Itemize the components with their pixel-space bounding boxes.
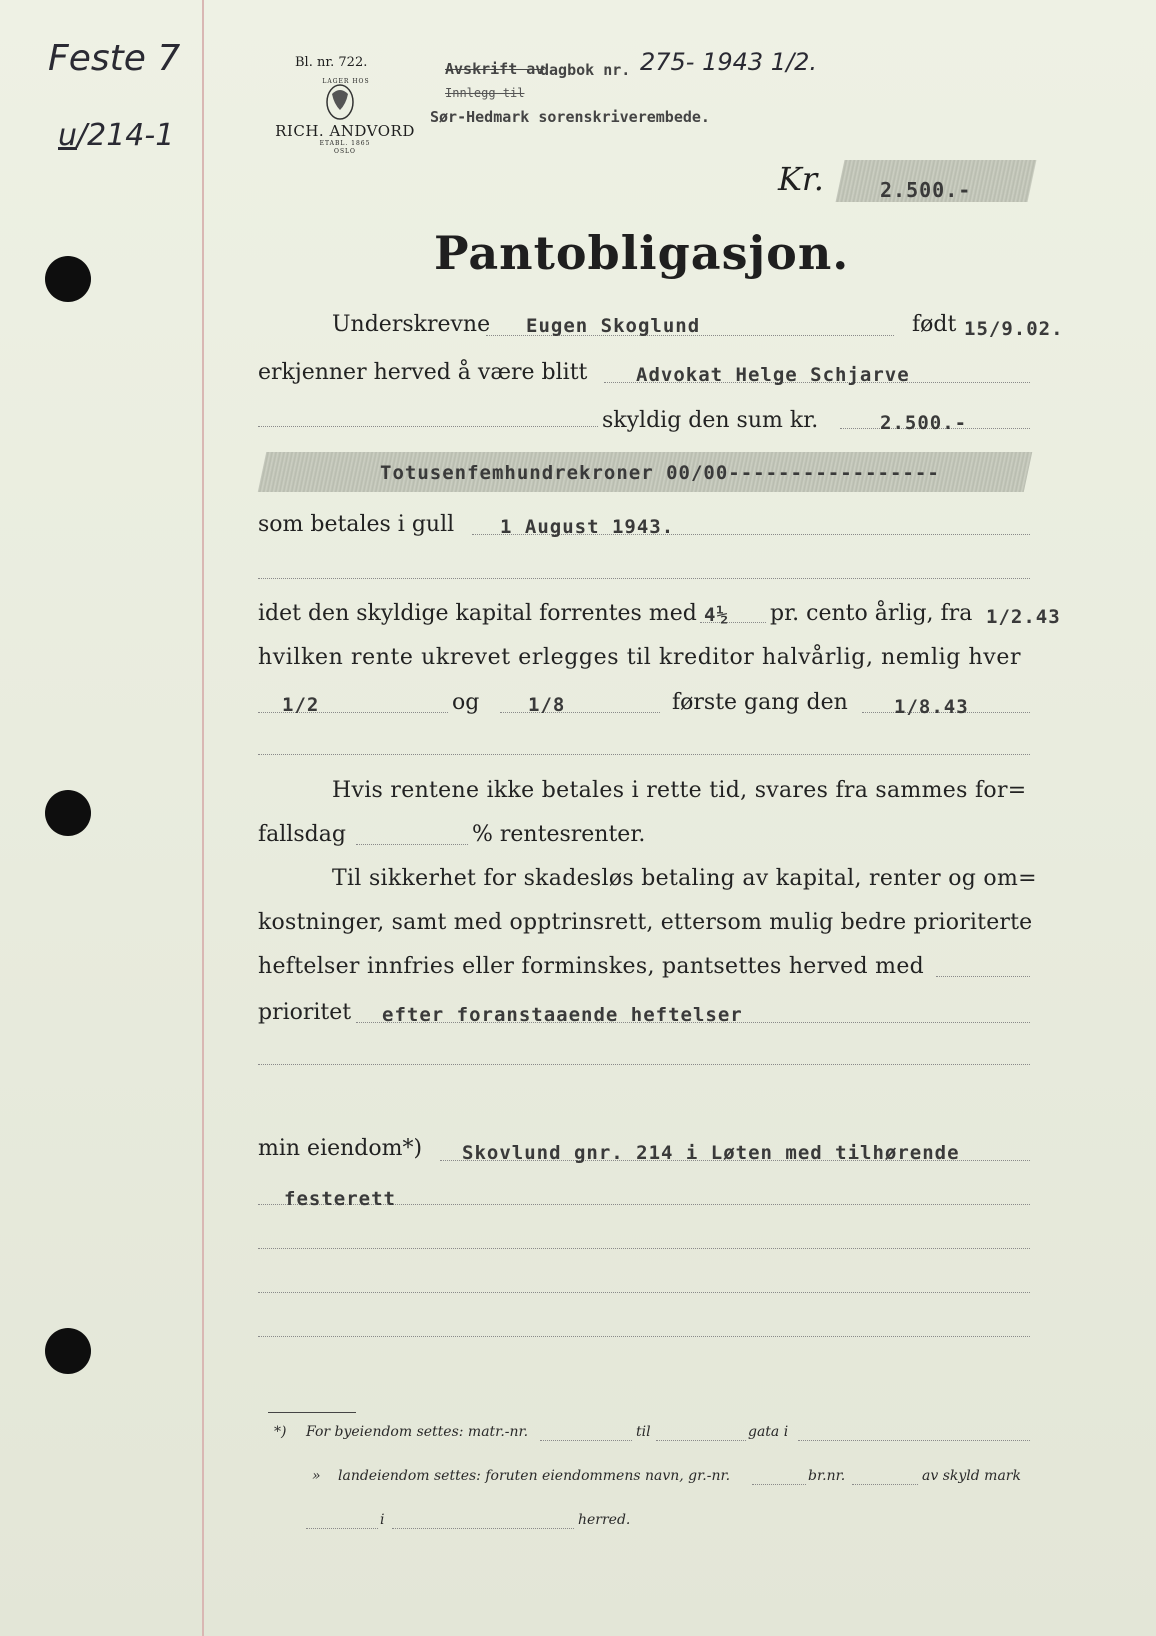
amount-value: 2.500.- (880, 178, 972, 202)
late-interest-line2b: % rentesrenter. (472, 822, 646, 847)
blank-line (258, 1248, 1030, 1249)
priority-label: prioritet (258, 1000, 352, 1025)
security-line1: Til sikkerhet for skadesløs betaling av kapital, renter og om= (332, 866, 1037, 891)
owe-value: 2.500.- (880, 412, 968, 434)
publisher-established: ETABL. 1865 (319, 140, 371, 147)
half-yearly-text: hvilken rente ukrevet erlegges til kreditor halvårlig, nemlig hver (258, 645, 1022, 670)
footnote-blank (656, 1440, 746, 1441)
property-label: min eiendom*) (258, 1136, 423, 1161)
blank-line (258, 1336, 1030, 1337)
creditor-value: Advokat Helge Schjarve (636, 364, 910, 386)
footnote-rule (268, 1412, 356, 1413)
dagbok-label: dagbok nr. (540, 61, 631, 79)
footnote-blank (798, 1440, 1030, 1441)
footnote-line1-a: For byeiendom settes: matr.-nr. (306, 1424, 529, 1440)
punch-hole (45, 790, 91, 836)
publisher-logo-text: LAGER HOS (322, 78, 370, 85)
footnote-line3-b: herred. (578, 1512, 631, 1528)
blank-line (258, 578, 1030, 579)
property-value-line1: Skovlund gnr. 214 i Løten med tilhørende (462, 1142, 960, 1164)
footnote-line1-b: til (636, 1424, 651, 1440)
priority-value: efter foranstaaende heftelser (382, 1004, 743, 1026)
pay-label: som betales i gull (258, 512, 455, 537)
footnote-line2-b: br.nr. (808, 1468, 846, 1484)
interest-rate: 4½ (704, 604, 729, 626)
publisher-name: RICH. ANDVORD (275, 122, 415, 140)
born-value: 15/9.02. (964, 318, 1064, 340)
footnote-blank (392, 1528, 574, 1529)
footnote-line2-mark: » (312, 1468, 321, 1484)
acknowledges-label: erkjenner herved å være blitt (258, 360, 588, 385)
punch-hole (45, 1328, 91, 1374)
dagbok-number: 275- 1943 1/2. (640, 48, 818, 76)
publisher-logo-icon (320, 80, 360, 124)
margin-note-number-text: 214-1 (87, 118, 175, 153)
interest-from: 1/2.43 (986, 606, 1061, 628)
first-value: 1/8.43 (894, 696, 969, 718)
margin-note-feste: Feste 7 (48, 38, 181, 79)
first-label: første gang den (672, 690, 848, 715)
date1-value: 1/2 (282, 694, 320, 716)
undersigned-label: Underskrevne (332, 312, 491, 337)
owe-label: skyldig den sum kr. (602, 408, 819, 433)
margin-note-number: u/214-1 (58, 118, 175, 153)
margin-rule (202, 0, 204, 1636)
footnote-mark: *) (274, 1424, 287, 1440)
footnote-blank (306, 1528, 378, 1529)
blank-line (258, 1292, 1030, 1293)
footnote-line2-c: av skyld mark (922, 1468, 1021, 1484)
date2-value: 1/8 (528, 694, 566, 716)
footnote-line1-c: gata i (748, 1424, 789, 1440)
document-title: Pantobligasjon. (434, 226, 850, 280)
footnote-line3-a: i (380, 1512, 385, 1528)
copy-prefix-alt: Innlegg til (445, 86, 525, 100)
publisher-city: OSLO (334, 148, 356, 155)
born-label: født (912, 312, 957, 337)
copy-prefix: Avskrift av (445, 60, 545, 78)
amount-words: Totusenfemhundrekroner 00/00----------------- (380, 462, 940, 484)
footnote-blank (852, 1484, 918, 1485)
blank-line (258, 1064, 1030, 1065)
blank-line (936, 976, 1030, 977)
pay-value: 1 August 1943. (500, 516, 675, 538)
security-line2: kostninger, samt med opptrinsrett, ettersom mulig bedre prioriterte (258, 910, 1033, 935)
date2-line (500, 712, 660, 713)
interest-label: idet den skyldige kapital forrentes med (258, 601, 697, 626)
blank-line (258, 754, 1030, 755)
late-interest-line1: Hvis rentene ikke betales i rette tid, svares fra sammes for= (332, 778, 1027, 803)
security-line3: heftelser innfries eller forminskes, pantsettes herved med (258, 954, 925, 979)
undersigned-value: Eugen Skoglund (526, 315, 701, 337)
property-value-line2: festerett (284, 1188, 396, 1210)
footnote-line2-a: landeiendom settes: foruten eiendommens navn, gr.-nr. (338, 1468, 731, 1484)
interest-mid-label: pr. cento årlig, fra (770, 601, 973, 626)
late-interest-blank (356, 844, 468, 845)
form-number: Bl. nr. 722. (295, 55, 368, 70)
blank-line (258, 426, 598, 427)
footnote-blank (752, 1484, 806, 1485)
kr-label: Kr. (778, 160, 824, 198)
footnote-blank (540, 1440, 632, 1441)
office-name: Sør-Hedmark sorenskriverembede. (430, 108, 710, 126)
punch-hole (45, 256, 91, 302)
late-interest-line2a: fallsdag (258, 822, 346, 847)
og-label: og (452, 690, 480, 715)
